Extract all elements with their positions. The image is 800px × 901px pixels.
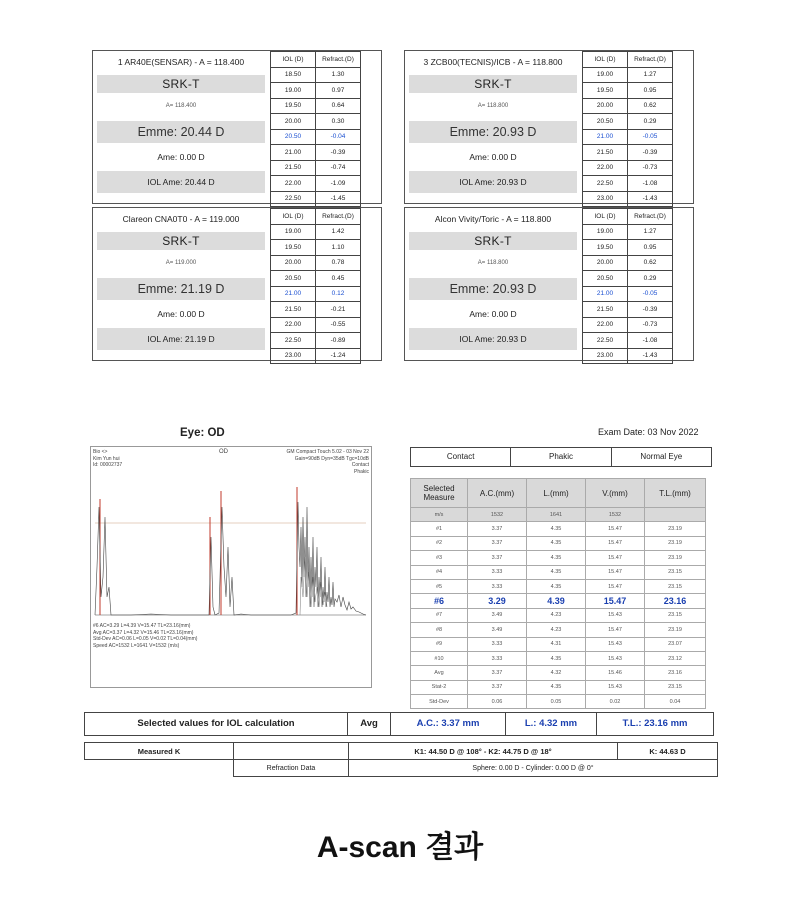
refract-col-header: Refract.(D): [628, 209, 673, 225]
refraction-cell: 0.29: [628, 271, 673, 287]
plot-info-line: Bio <>: [93, 449, 108, 455]
measurement-cell: 23.07: [645, 637, 706, 651]
iol-panel: [92, 207, 382, 361]
iol-power-row: [271, 145, 361, 161]
measurement-cell: 3.33: [468, 651, 527, 665]
iol-power-cell: 20.00: [583, 255, 628, 271]
refraction-cell: -0.05: [628, 129, 673, 145]
ascan-waveform: [91, 447, 371, 687]
ascan-plot: [90, 446, 372, 688]
refraction-cell: 1.27: [628, 67, 673, 83]
measurement-cell: 3.33: [468, 579, 527, 593]
selected-values-label: Selected values for IOL calculation: [85, 713, 348, 735]
iol-power-row: [271, 240, 361, 256]
iol-a-constant: A= 118.400: [165, 103, 197, 109]
refraction-cell: 0.29: [628, 114, 673, 130]
measurement-cell: #6: [411, 594, 468, 608]
measurement-cell: 0.04: [645, 695, 706, 709]
measurement-row: [411, 579, 706, 593]
refraction-cell: 0.62: [628, 255, 673, 271]
plot-footer-info: [93, 623, 197, 649]
measurement-cell: #1: [411, 522, 468, 536]
measurement-cell: 15.47: [586, 522, 645, 536]
iol-power-row: [583, 271, 673, 287]
iol-power-cell: 21.50: [583, 302, 628, 318]
measurement-cell: 3.29: [468, 594, 527, 608]
measurement-cell: 23.16: [645, 594, 706, 608]
refraction-cell: -1.24: [316, 348, 361, 364]
measurement-cell: 23.19: [645, 623, 706, 637]
iol-power-cell: 20.00: [271, 255, 316, 271]
mode-normal-eye: Normal Eye: [640, 452, 683, 461]
measurements-col-header: V.(mm): [586, 479, 645, 508]
iol-power-cell: 19.50: [583, 83, 628, 99]
measurement-cell: #9: [411, 637, 468, 651]
refraction-cell: 0.62: [628, 98, 673, 114]
measured-k-label: Measured K: [85, 743, 234, 760]
selected-tl: T.L.: 23.16 mm: [622, 718, 688, 729]
iol-power-cell: 23.00: [271, 348, 316, 364]
iol-power-cell: 22.00: [271, 176, 316, 192]
iol-emme: Emme: 20.93 D: [409, 278, 577, 300]
iol-ame: Ame: 0.00 D: [469, 309, 517, 319]
measurement-cell: 4.35: [527, 522, 586, 536]
refraction-cell: -1.09: [316, 176, 361, 192]
iol-power-row: [271, 83, 361, 99]
selected-values-avg: Avg: [348, 713, 391, 735]
speed-cell: 1532: [468, 508, 527, 522]
plot-od-label: OD: [219, 449, 228, 455]
speed-row: [411, 508, 706, 522]
iol-lens-title: 3 ZCB00(TECNIS)/ICB - A = 118.800: [423, 57, 563, 67]
iol-col-header: IOL (D): [583, 209, 628, 225]
measurement-cell: 4.35: [527, 551, 586, 565]
plot-footer-line: Speed AC=1532 L=1641 V=1532 (m/s): [93, 642, 180, 649]
measurement-cell: 4.35: [527, 565, 586, 579]
measurement-row: [411, 680, 706, 694]
iol-power-table: [270, 208, 361, 364]
measurement-cell: #10: [411, 651, 468, 665]
measurement-row: [411, 565, 706, 579]
iol-a-constant: A= 118.800: [477, 260, 509, 266]
iol-power-cell: 22.50: [583, 176, 628, 192]
refraction-cell: -1.08: [628, 176, 673, 192]
measurement-cell: 23.19: [645, 551, 706, 565]
iol-col-header: IOL (D): [271, 209, 316, 225]
measurement-cell: 4.23: [527, 608, 586, 622]
iol-power-cell: 22.00: [583, 317, 628, 333]
plot-info-line: Contact: [351, 462, 369, 468]
iol-panel-info: [93, 51, 269, 203]
measurement-row: [411, 522, 706, 536]
iol-panel: [92, 50, 382, 204]
iol-power-row: [271, 224, 361, 240]
eye-label: Eye: OD: [180, 427, 225, 439]
measurement-cell: 23.15: [645, 608, 706, 622]
iol-power-table: [582, 208, 673, 364]
refraction-empty: [85, 760, 234, 777]
speed-cell: 1532: [586, 508, 645, 522]
measurements-table: [410, 478, 706, 709]
measurement-cell: 15.47: [586, 594, 645, 608]
iol-power-cell: 21.50: [271, 160, 316, 176]
iol-power-cell: 22.00: [583, 160, 628, 176]
measurement-row: [411, 651, 706, 665]
iol-power-row: [271, 129, 361, 145]
refraction-cell: 0.97: [316, 83, 361, 99]
refraction-cell: 1.30: [316, 67, 361, 83]
measurement-cell: 23.16: [645, 666, 706, 680]
measurements-col-header: T.L.(mm): [645, 479, 706, 508]
exam-date: Exam Date: 03 Nov 2022: [598, 427, 699, 437]
iol-power-row: [271, 114, 361, 130]
iol-power-row: [271, 160, 361, 176]
iol-power-row: [271, 271, 361, 287]
measurement-cell: 3.49: [468, 623, 527, 637]
iol-power-row: [583, 348, 673, 364]
iol-power-row: [583, 67, 673, 83]
refract-col-header: Refract.(D): [316, 209, 361, 225]
iol-power-cell: 23.00: [583, 348, 628, 364]
refraction-cell: -0.89: [316, 333, 361, 349]
iol-lens-title: 1 AR40E(SENSAR) - A = 118.400: [117, 57, 245, 67]
refraction-label: Refraction Data: [234, 760, 349, 777]
iol-power-cell: 23.00: [583, 191, 628, 207]
iol-panel-info: [405, 208, 581, 360]
iol-col-header: IOL (D): [583, 52, 628, 68]
iol-formula: SRK-T: [409, 232, 577, 250]
iol-power-cell: 19.00: [583, 67, 628, 83]
iol-col-header: IOL (D): [271, 52, 316, 68]
measurement-cell: 23.19: [645, 536, 706, 550]
iol-power-cell: 21.00: [583, 286, 628, 302]
iol-power-row: [583, 160, 673, 176]
iol-ame-value: IOL Ame: 20.93 D: [409, 171, 577, 193]
selected-values-row: [84, 712, 714, 736]
refraction-cell: 0.12: [316, 286, 361, 302]
refraction-cell: -0.39: [628, 302, 673, 318]
refraction-cell: 0.95: [628, 83, 673, 99]
measurement-cell: 15.43: [586, 637, 645, 651]
iol-panel-info: [405, 51, 581, 203]
iol-power-cell: 20.50: [583, 114, 628, 130]
measurement-cell: 4.35: [527, 579, 586, 593]
measurement-cell: 23.19: [645, 522, 706, 536]
measurement-cell: 4.35: [527, 651, 586, 665]
selected-l: L.: 4.32 mm: [506, 713, 597, 735]
iol-power-row: [583, 191, 673, 207]
refraction-cell: -0.05: [628, 286, 673, 302]
iol-formula: SRK-T: [97, 75, 265, 93]
iol-ame: Ame: 0.00 D: [469, 152, 517, 162]
plot-footer-line: Avg AC=3.37 L=4.32 V=15.46 TL=23.16(mm): [93, 629, 194, 636]
iol-panel: [404, 207, 694, 361]
measured-k-spacer: [234, 743, 349, 760]
refraction-row: [85, 760, 718, 777]
plot-info-line: GM Compact Touch 5.02 - 03 Nov 22: [286, 449, 369, 455]
measurement-cell: 15.43: [586, 680, 645, 694]
iol-emme: Emme: 20.93 D: [409, 121, 577, 143]
plot-info-line: Gain=90dB Dyn=35dB Tgc=10dB: [294, 455, 369, 462]
iol-lens-title: Clareon CNA0T0 - A = 119.000: [122, 214, 240, 224]
iol-power-row: [583, 286, 673, 302]
measurement-row: [411, 608, 706, 622]
iol-emme: Emme: 21.19 D: [97, 278, 265, 300]
iol-power-row: [271, 317, 361, 333]
refraction-cell: 0.78: [316, 255, 361, 271]
iol-power-cell: 22.00: [271, 317, 316, 333]
mode-contact: Contact: [411, 448, 511, 466]
iol-power-cell: 22.50: [271, 333, 316, 349]
refraction-cell: -0.74: [316, 160, 361, 176]
iol-power-row: [583, 129, 673, 145]
iol-power-table: [270, 51, 361, 207]
refraction-cell: 0.30: [316, 114, 361, 130]
measurement-row: [411, 637, 706, 651]
measurement-cell: #8: [411, 623, 468, 637]
measurement-cell: Avg: [411, 666, 468, 680]
measurement-cell: 3.49: [468, 608, 527, 622]
refraction-value: Sphere: 0.00 D - Cylinder: 0.00 D @ 0°: [349, 760, 718, 777]
refraction-cell: -1.08: [628, 333, 673, 349]
iol-power-cell: 19.00: [271, 224, 316, 240]
iol-power-cell: 20.50: [271, 271, 316, 287]
refraction-cell: -1.45: [316, 191, 361, 207]
iol-ame: Ame: 0.00 D: [157, 152, 205, 162]
plot-footer-line: #6 AC=3.29 L=4.39 V=15.47 TL=23.16(mm): [93, 623, 191, 629]
measured-k1k2: K1: 44.50 D @ 108° - K2: 44.75 D @ 18°: [349, 743, 618, 760]
iol-power-row: [583, 302, 673, 318]
iol-power-row: [583, 333, 673, 349]
measurement-cell: 3.37: [468, 666, 527, 680]
refraction-cell: 1.42: [316, 224, 361, 240]
measurement-cell: 0.06: [468, 695, 527, 709]
iol-power-row: [271, 333, 361, 349]
measurement-row: [411, 623, 706, 637]
iol-power-row: [271, 191, 361, 207]
measurement-cell: 15.43: [586, 608, 645, 622]
measurement-cell: 4.35: [527, 536, 586, 550]
measurement-cell: 15.47: [586, 565, 645, 579]
iol-power-row: [271, 348, 361, 364]
measurement-cell: 4.31: [527, 637, 586, 651]
refraction-cell: 0.45: [316, 271, 361, 287]
measurement-row: [411, 695, 706, 709]
plot-info-line: Kim Yun hui: [93, 455, 120, 462]
iol-power-cell: 21.00: [271, 286, 316, 302]
selected-ac: A.C.: 3.37 mm: [391, 713, 506, 735]
refraction-cell: 1.27: [628, 224, 673, 240]
iol-power-row: [583, 145, 673, 161]
measurement-cell: 15.46: [586, 666, 645, 680]
measurement-cell: 15.47: [586, 579, 645, 593]
measurement-cell: Stat-2: [411, 680, 468, 694]
measurement-cell: 3.37: [468, 522, 527, 536]
iol-formula: SRK-T: [409, 75, 577, 93]
iol-power-cell: 19.00: [583, 224, 628, 240]
iol-power-cell: 21.00: [271, 145, 316, 161]
refraction-cell: -0.39: [628, 145, 673, 161]
iol-ame: Ame: 0.00 D: [157, 309, 205, 319]
measurements-col-header: L.(mm): [527, 479, 586, 508]
speed-cell: 1641: [527, 508, 586, 522]
refraction-cell: -0.73: [628, 317, 673, 333]
iol-power-cell: 19.00: [271, 83, 316, 99]
refraction-cell: -0.21: [316, 302, 361, 318]
measured-k-mean: K: 44.63 D: [618, 743, 718, 760]
iol-a-constant: A= 119.000: [165, 260, 197, 266]
refraction-cell: -0.55: [316, 317, 361, 333]
refraction-cell: 1.10: [316, 240, 361, 256]
iol-power-row: [583, 224, 673, 240]
measurement-cell: 23.12: [645, 651, 706, 665]
iol-lens-title: Alcon Vivity/Toric - A = 118.800: [434, 214, 552, 224]
measurement-row: [411, 666, 706, 680]
iol-power-cell: 19.50: [271, 240, 316, 256]
iol-power-row: [583, 255, 673, 271]
measurement-cell: 4.32: [527, 666, 586, 680]
iol-power-row: [271, 255, 361, 271]
speed-cell: [645, 508, 706, 522]
measurement-cell: #7: [411, 608, 468, 622]
echo-trace: [95, 502, 366, 615]
iol-power-cell: 19.50: [583, 240, 628, 256]
refraction-cell: 0.95: [628, 240, 673, 256]
iol-power-row: [271, 286, 361, 302]
measurement-cell: 0.02: [586, 695, 645, 709]
measurement-cell: 4.39: [527, 594, 586, 608]
refraction-cell: 0.64: [316, 98, 361, 114]
measurement-cell: 3.37: [468, 551, 527, 565]
measurement-cell: 15.47: [586, 551, 645, 565]
measurement-cell: 4.23: [527, 623, 586, 637]
measurements-header-row: [411, 479, 706, 508]
plot-info-line: Phakic: [353, 468, 369, 475]
measurement-cell: 3.33: [468, 565, 527, 579]
refraction-cell: -1.43: [628, 191, 673, 207]
speed-cell: m/s: [411, 508, 468, 522]
measurement-cell: 15.47: [586, 623, 645, 637]
iol-power-row: [583, 317, 673, 333]
measurement-cell: 15.47: [586, 536, 645, 550]
iol-power-cell: 19.50: [271, 98, 316, 114]
measurements-col-header: A.C.(mm): [468, 479, 527, 508]
iol-ame-value: IOL Ame: 20.93 D: [409, 328, 577, 350]
plot-footer-line: Std-Dev AC=0.06 L=0.05 V=0.02 TL=0.04(mm): [93, 636, 198, 642]
iol-power-row: [583, 176, 673, 192]
measurement-cell: 3.33: [468, 637, 527, 651]
refraction-cell: -1.43: [628, 348, 673, 364]
measurement-cell: 15.43: [586, 651, 645, 665]
measurement-cell: 23.15: [645, 680, 706, 694]
refract-col-header: Refract.(D): [628, 52, 673, 68]
measurement-cell: #3: [411, 551, 468, 565]
iol-panel: [404, 50, 694, 204]
measurement-cell: 4.35: [527, 680, 586, 694]
measurement-cell: 3.37: [468, 680, 527, 694]
measurement-cell: #5: [411, 579, 468, 593]
refraction-cell: -0.39: [316, 145, 361, 161]
iol-power-table: [582, 51, 673, 207]
iol-power-row: [271, 302, 361, 318]
measurement-row: [411, 536, 706, 550]
measurements-col-header: Selected Measure: [411, 479, 468, 508]
iol-power-cell: 20.00: [271, 114, 316, 130]
iol-power-cell: 20.50: [271, 129, 316, 145]
mode-phakic: Phakic: [511, 448, 611, 466]
measurement-cell: #4: [411, 565, 468, 579]
iol-formula: SRK-T: [97, 232, 265, 250]
iol-power-cell: 22.50: [271, 191, 316, 207]
measurement-cell: 3.37: [468, 536, 527, 550]
iol-power-row: [583, 83, 673, 99]
iol-power-cell: 21.50: [271, 302, 316, 318]
refract-col-header: Refract.(D): [316, 52, 361, 68]
measurement-cell: Std-Dev: [411, 695, 468, 709]
iol-power-row: [583, 98, 673, 114]
iol-power-row: [271, 67, 361, 83]
iol-ame-value: IOL Ame: 21.19 D: [97, 328, 265, 350]
refraction-cell: -0.04: [316, 129, 361, 145]
exam-mode-header: [410, 447, 712, 467]
iol-power-cell: 18.50: [271, 67, 316, 83]
plot-info-line: Id: 00002737: [93, 462, 123, 468]
measured-k-row: [85, 743, 718, 760]
iol-power-cell: 21.00: [583, 129, 628, 145]
iol-power-row: [583, 114, 673, 130]
iol-power-cell: 20.00: [583, 98, 628, 114]
iol-panel-info: [93, 208, 269, 360]
iol-ame-value: IOL Ame: 20.44 D: [97, 171, 265, 193]
iol-power-cell: 22.50: [583, 333, 628, 349]
iol-power-row: [271, 176, 361, 192]
measurement-cell: 23.15: [645, 579, 706, 593]
iol-a-constant: A= 118.800: [477, 103, 509, 109]
iol-emme: Emme: 20.44 D: [97, 121, 265, 143]
measured-k-table: [84, 742, 718, 777]
iol-power-cell: 21.50: [583, 145, 628, 161]
measurement-row: [411, 551, 706, 565]
refraction-cell: -0.73: [628, 160, 673, 176]
measurement-cell: #2: [411, 536, 468, 550]
iol-power-row: [583, 240, 673, 256]
iol-power-row: [271, 98, 361, 114]
measurement-cell: 23.15: [645, 565, 706, 579]
page-caption: A-scan 결과: [316, 831, 484, 864]
measurement-row: [411, 594, 706, 608]
measurement-cell: 0.05: [527, 695, 586, 709]
iol-power-cell: 20.50: [583, 271, 628, 287]
